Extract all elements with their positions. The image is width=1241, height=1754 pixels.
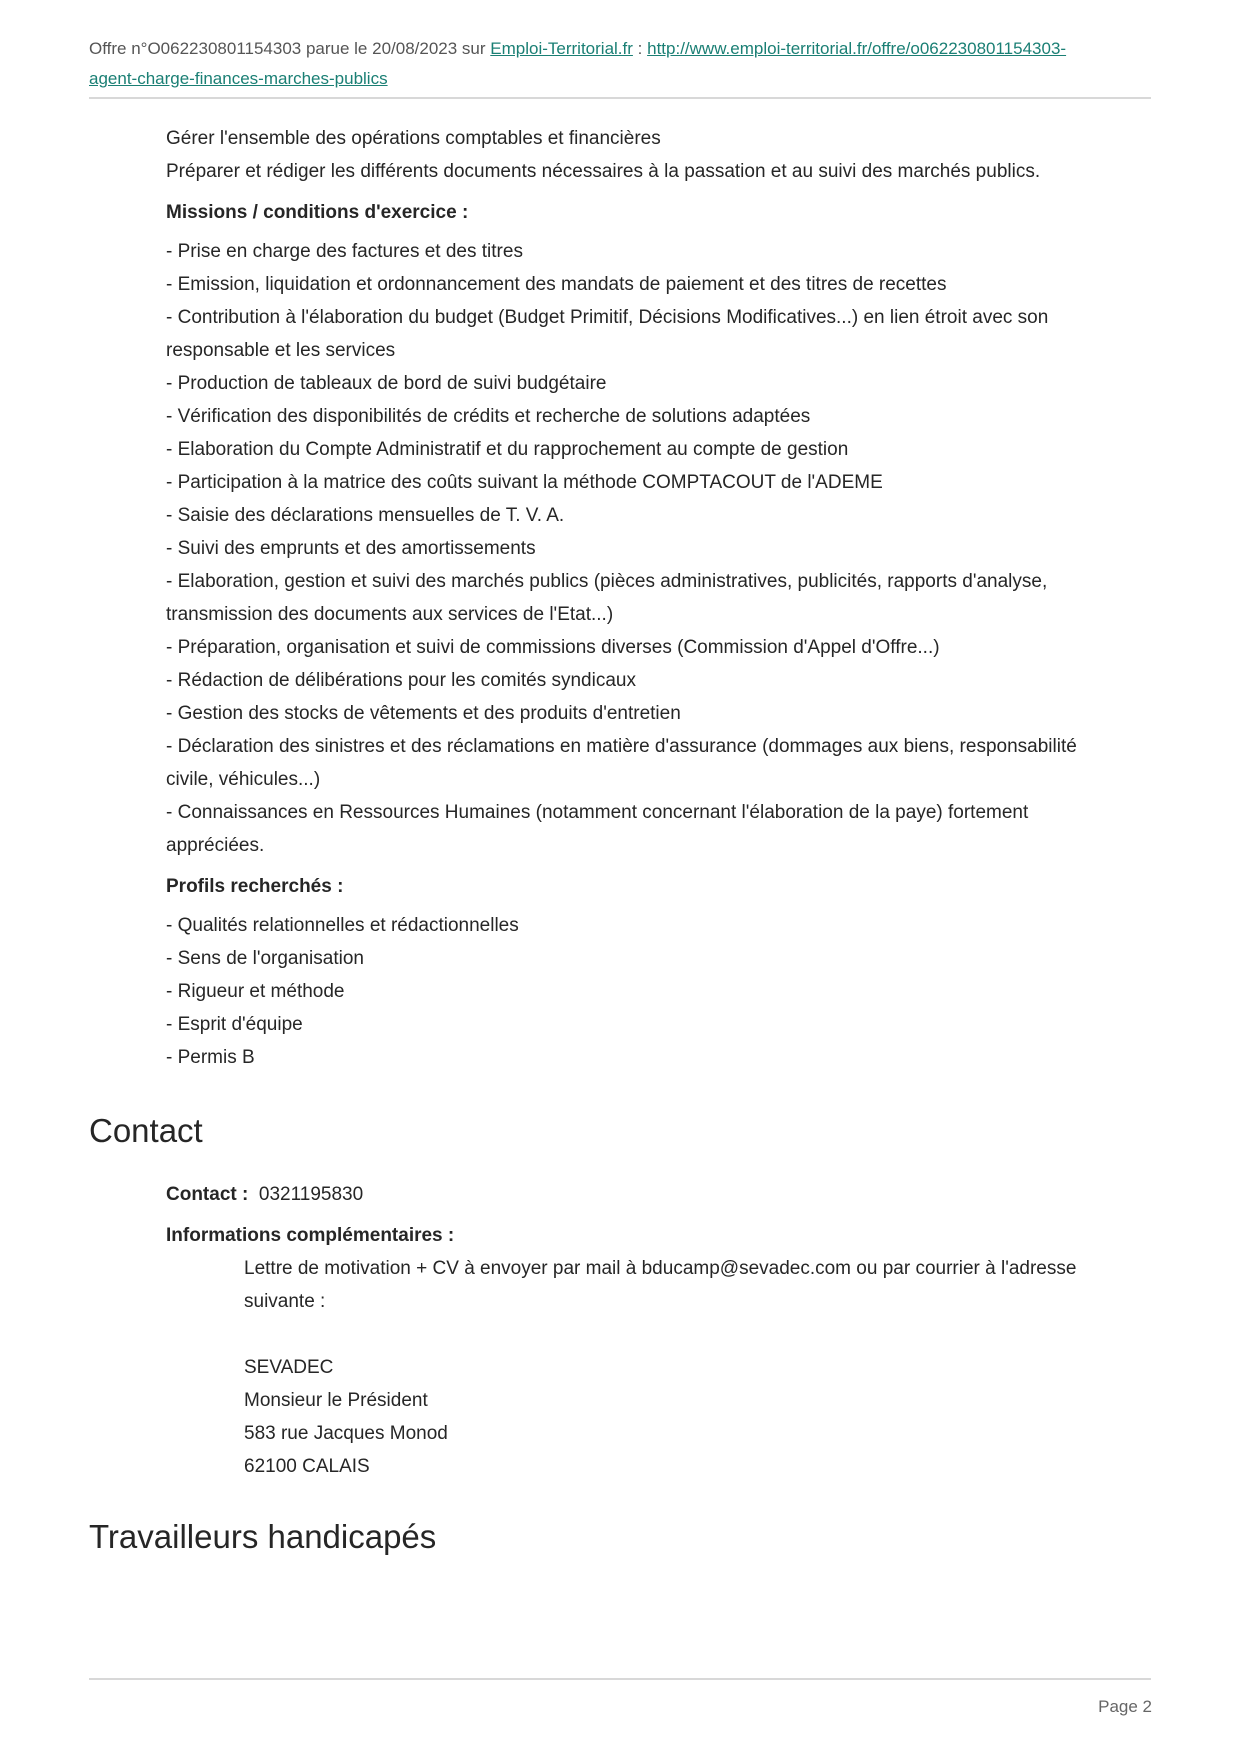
contact-phone: 0321195830 (258, 1184, 364, 1205)
mission-item: - Saisie des déclarations mensuelles de T. V. A. (166, 505, 565, 526)
intro-line: Préparer et rédiger les différents documents nécessaires à la passation et au suivi des marchés publics. (166, 161, 1041, 182)
header-divider (89, 97, 1151, 99)
mission-item: - Contribution à l'élaboration du budget (Budget Primitif, Décisions Modificatives...) en lien étroit avec son responsable et les services (166, 307, 1049, 361)
spacer (166, 1318, 1126, 1351)
handicap-section-title: Travailleurs handicapés (89, 1518, 437, 1555)
mission-item: - Elaboration du Compte Administratif et du rapprochement au compte de gestion (166, 439, 849, 460)
address-line: Monsieur le Président (244, 1390, 428, 1411)
mission-item: - Elaboration, gestion et suivi des marchés publics (pièces administratives, publicités, rapports d'analyse, transmission des documents aux services de l'Etat...) (166, 571, 1048, 625)
profils-heading: Profils recherchés : (166, 876, 344, 897)
page-number: Page 2 (1098, 1697, 1152, 1716)
mission-item: - Rédaction de délibérations pour les comités syndicaux (166, 670, 636, 691)
profil-item: - Sens de l'organisation (166, 948, 364, 969)
address-line: SEVADEC (244, 1357, 334, 1378)
site-link[interactable]: Emploi-Territorial.fr (490, 39, 633, 58)
info-text: Lettre de motivation + CV à envoyer par mail à bducamp@sevadec.com ou par courrier à l'adresse suivante : (244, 1258, 1077, 1312)
address-line: 62100 CALAIS (244, 1456, 370, 1477)
mission-item: - Prise en charge des factures et des titres (166, 241, 523, 262)
mission-item: - Connaissances en Ressources Humaines (notamment concernant l'élaboration de la paye) fortement appréciées. (166, 802, 1029, 856)
missions-heading: Missions / conditions d'exercice : (166, 202, 469, 223)
mission-item: - Déclaration des sinistres et des réclamations en matière d'assurance (dommages aux biens, responsabilité civile, véhicules...) (166, 736, 1077, 790)
info-label: Informations complémentaires : (166, 1225, 455, 1246)
profil-item: - Esprit d'équipe (166, 1014, 303, 1035)
offer-url-line1: http://www.emploi-territorial.fr/offre/o062230801154303- (647, 39, 1067, 58)
footer-divider (89, 1678, 1151, 1680)
mission-item: - Emission, liquidation et ordonnancement des mandats de paiement et des titres de recettes (166, 274, 947, 295)
contact-section-title: Contact (89, 1112, 203, 1149)
address-line: 583 rue Jacques Monod (244, 1423, 448, 1444)
mission-item: - Vérification des disponibilités de crédits et recherche de solutions adaptées (166, 406, 811, 427)
mission-item: - Préparation, organisation et suivi de commissions diverses (Commission d'Appel d'Offre...) (166, 637, 940, 658)
offer-reference: Offre n°O062230801154303 parue le 20/08/2023 sur (89, 39, 486, 58)
header-separator: : (637, 39, 643, 58)
page-header (89, 34, 1149, 94)
profil-item: - Rigueur et méthode (166, 981, 345, 1002)
job-description (166, 122, 1126, 1074)
mission-item: - Suivi des emprunts et des amortissements (166, 538, 536, 559)
mission-item: - Gestion des stocks de vêtements et des produits d'entretien (166, 703, 681, 724)
profil-item: - Qualités relationnelles et rédactionnelles (166, 915, 519, 936)
contact-label: Contact : (166, 1184, 249, 1205)
intro-line: Gérer l'ensemble des opérations comptables et financières (166, 128, 661, 149)
mission-item: - Participation à la matrice des coûts suivant la méthode COMPTACOUT de l'ADEME (166, 472, 883, 493)
profil-item: - Permis B (166, 1047, 255, 1068)
contact-details (166, 1178, 1126, 1483)
mission-item: - Production de tableaux de bord de suivi budgétaire (166, 373, 607, 394)
contact-line (166, 1178, 1126, 1211)
offer-url-line2: agent-charge-finances-marches-publics (89, 69, 388, 88)
